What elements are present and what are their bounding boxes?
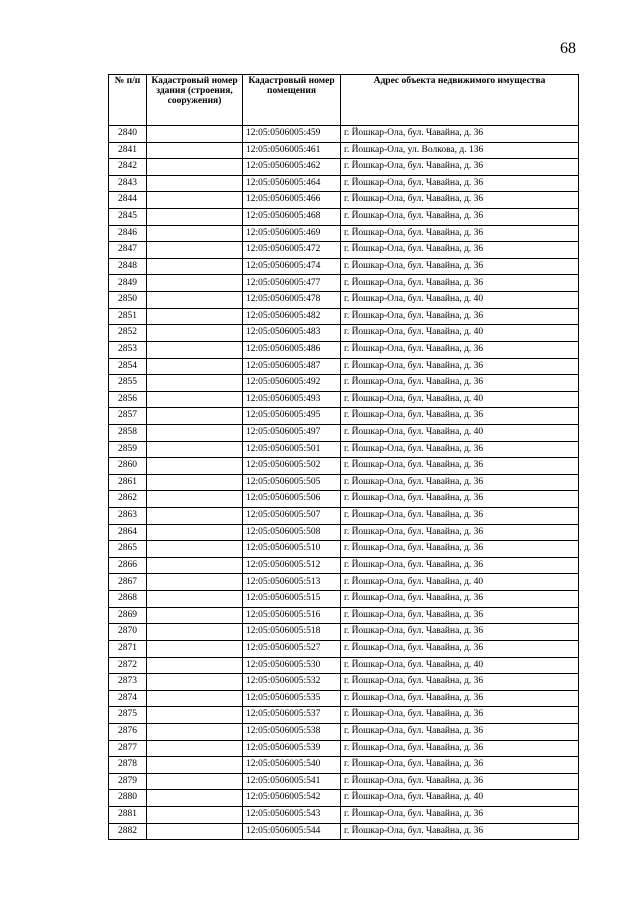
- address-cell: г. Йошкар-Ола, бул. Чавайна, д. 36: [341, 707, 579, 724]
- premises-cadastral-cell: 12:05:0506005:507: [243, 508, 341, 525]
- row-number-cell: 2868: [109, 591, 147, 608]
- premises-cadastral-cell: 12:05:0506005:542: [243, 790, 341, 807]
- address-cell: г. Йошкар-Ола, бул. Чавайна, д. 36: [341, 508, 579, 525]
- premises-cadastral-cell: 12:05:0506005:468: [243, 209, 341, 226]
- row-number-cell: 2878: [109, 757, 147, 774]
- address-cell: г. Йошкар-Ола, бул. Чавайна, д. 36: [341, 541, 579, 558]
- table-header: [109, 75, 579, 126]
- row-number-cell: 2870: [109, 624, 147, 641]
- table-row: [109, 209, 579, 226]
- address-cell: г. Йошкар-Ола, бул. Чавайна, д. 36: [341, 358, 579, 375]
- building-cadastral-cell: [147, 607, 243, 624]
- row-number-cell: 2867: [109, 574, 147, 591]
- address-cell: г. Йошкар-Ола, бул. Чавайна, д. 36: [341, 823, 579, 840]
- premises-cadastral-cell: 12:05:0506005:513: [243, 574, 341, 591]
- building-cadastral-cell: [147, 723, 243, 740]
- header-building-cadastral-number: Кадастровый номер здания (строения, сооружения): [147, 75, 243, 126]
- row-number-cell: 2855: [109, 375, 147, 392]
- building-cadastral-cell: [147, 242, 243, 259]
- row-number-cell: 2865: [109, 541, 147, 558]
- building-cadastral-cell: [147, 275, 243, 292]
- row-number-cell: 2857: [109, 408, 147, 425]
- row-number-cell: 2866: [109, 557, 147, 574]
- building-cadastral-cell: [147, 541, 243, 558]
- building-cadastral-cell: [147, 707, 243, 724]
- row-number-cell: 2861: [109, 474, 147, 491]
- premises-cadastral-cell: 12:05:0506005:532: [243, 674, 341, 691]
- table-row: [109, 391, 579, 408]
- building-cadastral-cell: [147, 292, 243, 309]
- address-cell: г. Йошкар-Ола, бул. Чавайна, д. 36: [341, 674, 579, 691]
- table-row: [109, 541, 579, 558]
- building-cadastral-cell: [147, 524, 243, 541]
- address-cell: г. Йошкар-Ола, бул. Чавайна, д. 36: [341, 341, 579, 358]
- table-row: [109, 175, 579, 192]
- building-cadastral-cell: [147, 258, 243, 275]
- building-cadastral-cell: [147, 308, 243, 325]
- building-cadastral-cell: [147, 375, 243, 392]
- address-cell: г. Йошкар-Ола, бул. Чавайна, д. 40: [341, 391, 579, 408]
- building-cadastral-cell: [147, 674, 243, 691]
- table-row: [109, 341, 579, 358]
- table-row: [109, 424, 579, 441]
- premises-cadastral-cell: 12:05:0506005:516: [243, 607, 341, 624]
- premises-cadastral-cell: 12:05:0506005:486: [243, 341, 341, 358]
- premises-cadastral-cell: 12:05:0506005:530: [243, 657, 341, 674]
- premises-cadastral-cell: 12:05:0506005:502: [243, 458, 341, 475]
- table-row: [109, 474, 579, 491]
- table-row: [109, 806, 579, 823]
- table-row: [109, 524, 579, 541]
- building-cadastral-cell: [147, 391, 243, 408]
- row-number-cell: 2864: [109, 524, 147, 541]
- row-number-cell: 2858: [109, 424, 147, 441]
- premises-cadastral-cell: 12:05:0506005:544: [243, 823, 341, 840]
- premises-cadastral-cell: 12:05:0506005:483: [243, 325, 341, 342]
- table-row: [109, 674, 579, 691]
- building-cadastral-cell: [147, 806, 243, 823]
- address-cell: г. Йошкар-Ола, бул. Чавайна, д. 40: [341, 574, 579, 591]
- row-number-cell: 2842: [109, 159, 147, 176]
- address-cell: г. Йошкар-Ола, бул. Чавайна, д. 36: [341, 740, 579, 757]
- premises-cadastral-cell: 12:05:0506005:469: [243, 225, 341, 242]
- table-row: [109, 441, 579, 458]
- address-cell: г. Йошкар-Ола, бул. Чавайна, д. 36: [341, 375, 579, 392]
- table-row: [109, 325, 579, 342]
- premises-cadastral-cell: 12:05:0506005:539: [243, 740, 341, 757]
- row-number-cell: 2879: [109, 773, 147, 790]
- premises-cadastral-cell: 12:05:0506005:540: [243, 757, 341, 774]
- row-number-cell: 2860: [109, 458, 147, 475]
- table-row: [109, 624, 579, 641]
- address-cell: г. Йошкар-Ола, бул. Чавайна, д. 36: [341, 806, 579, 823]
- address-cell: г. Йошкар-Ола, бул. Чавайна, д. 36: [341, 225, 579, 242]
- address-cell: г. Йошкар-Ола, бул. Чавайна, д. 36: [341, 242, 579, 259]
- building-cadastral-cell: [147, 408, 243, 425]
- premises-cadastral-cell: 12:05:0506005:508: [243, 524, 341, 541]
- building-cadastral-cell: [147, 358, 243, 375]
- address-cell: г. Йошкар-Ола, бул. Чавайна, д. 36: [341, 308, 579, 325]
- address-cell: г. Йошкар-Ола, бул. Чавайна, д. 36: [341, 773, 579, 790]
- table-row: [109, 458, 579, 475]
- building-cadastral-cell: [147, 508, 243, 525]
- address-cell: г. Йошкар-Ола, бул. Чавайна, д. 40: [341, 790, 579, 807]
- row-number-cell: 2849: [109, 275, 147, 292]
- table-row: [109, 308, 579, 325]
- building-cadastral-cell: [147, 126, 243, 143]
- address-cell: г. Йошкар-Ола, бул. Чавайна, д. 36: [341, 690, 579, 707]
- building-cadastral-cell: [147, 757, 243, 774]
- premises-cadastral-cell: 12:05:0506005:472: [243, 242, 341, 259]
- premises-cadastral-cell: 12:05:0506005:477: [243, 275, 341, 292]
- address-cell: г. Йошкар-Ола, ул. Волкова, д. 136: [341, 142, 579, 159]
- table-row: [109, 508, 579, 525]
- premises-cadastral-cell: 12:05:0506005:543: [243, 806, 341, 823]
- row-number-cell: 2873: [109, 674, 147, 691]
- table-row: [109, 126, 579, 143]
- table-row: [109, 640, 579, 657]
- premises-cadastral-cell: 12:05:0506005:501: [243, 441, 341, 458]
- address-cell: г. Йошкар-Ола, бул. Чавайна, д. 36: [341, 126, 579, 143]
- premises-cadastral-cell: 12:05:0506005:495: [243, 408, 341, 425]
- table-row: [109, 740, 579, 757]
- row-number-cell: 2844: [109, 192, 147, 209]
- premises-cadastral-cell: 12:05:0506005:497: [243, 424, 341, 441]
- table-row: [109, 707, 579, 724]
- row-number-cell: 2880: [109, 790, 147, 807]
- table-row: [109, 491, 579, 508]
- premises-cadastral-cell: 12:05:0506005:518: [243, 624, 341, 641]
- premises-cadastral-cell: 12:05:0506005:506: [243, 491, 341, 508]
- premises-cadastral-cell: 12:05:0506005:466: [243, 192, 341, 209]
- building-cadastral-cell: [147, 773, 243, 790]
- premises-cadastral-cell: 12:05:0506005:515: [243, 591, 341, 608]
- table-row: [109, 823, 579, 840]
- building-cadastral-cell: [147, 142, 243, 159]
- address-cell: г. Йошкар-Ола, бул. Чавайна, д. 36: [341, 757, 579, 774]
- address-cell: г. Йошкар-Ола, бул. Чавайна, д. 36: [341, 458, 579, 475]
- address-cell: г. Йошкар-Ола, бул. Чавайна, д. 36: [341, 524, 579, 541]
- building-cadastral-cell: [147, 159, 243, 176]
- building-cadastral-cell: [147, 325, 243, 342]
- address-cell: г. Йошкар-Ола, бул. Чавайна, д. 36: [341, 175, 579, 192]
- address-cell: г. Йошкар-Ола, бул. Чавайна, д. 36: [341, 474, 579, 491]
- address-cell: г. Йошкар-Ола, бул. Чавайна, д. 36: [341, 441, 579, 458]
- building-cadastral-cell: [147, 192, 243, 209]
- address-cell: г. Йошкар-Ола, бул. Чавайна, д. 36: [341, 607, 579, 624]
- building-cadastral-cell: [147, 823, 243, 840]
- building-cadastral-cell: [147, 341, 243, 358]
- table-row: [109, 292, 579, 309]
- premises-cadastral-cell: 12:05:0506005:537: [243, 707, 341, 724]
- premises-cadastral-cell: 12:05:0506005:492: [243, 375, 341, 392]
- header-premises-cadastral-number: Кадастровый номер помещения: [243, 75, 341, 126]
- row-number-cell: 2851: [109, 308, 147, 325]
- table-row: [109, 657, 579, 674]
- row-number-cell: 2840: [109, 126, 147, 143]
- building-cadastral-cell: [147, 441, 243, 458]
- table-row: [109, 358, 579, 375]
- row-number-cell: 2854: [109, 358, 147, 375]
- row-number-cell: 2853: [109, 341, 147, 358]
- premises-cadastral-cell: 12:05:0506005:512: [243, 557, 341, 574]
- table-row: [109, 375, 579, 392]
- row-number-cell: 2846: [109, 225, 147, 242]
- premises-cadastral-cell: 12:05:0506005:474: [243, 258, 341, 275]
- table-row: [109, 723, 579, 740]
- row-number-cell: 2852: [109, 325, 147, 342]
- row-number-cell: 2841: [109, 142, 147, 159]
- building-cadastral-cell: [147, 657, 243, 674]
- row-number-cell: 2877: [109, 740, 147, 757]
- row-number-cell: 2843: [109, 175, 147, 192]
- address-cell: г. Йошкар-Ола, бул. Чавайна, д. 36: [341, 408, 579, 425]
- table-row: [109, 690, 579, 707]
- row-number-cell: 2862: [109, 491, 147, 508]
- premises-cadastral-cell: 12:05:0506005:482: [243, 308, 341, 325]
- premises-cadastral-cell: 12:05:0506005:461: [243, 142, 341, 159]
- building-cadastral-cell: [147, 225, 243, 242]
- address-cell: г. Йошкар-Ола, бул. Чавайна, д. 36: [341, 258, 579, 275]
- premises-cadastral-cell: 12:05:0506005:510: [243, 541, 341, 558]
- premises-cadastral-cell: 12:05:0506005:459: [243, 126, 341, 143]
- building-cadastral-cell: [147, 209, 243, 226]
- address-cell: г. Йошкар-Ола, бул. Чавайна, д. 36: [341, 640, 579, 657]
- table-row: [109, 159, 579, 176]
- table-row: [109, 192, 579, 209]
- row-number-cell: 2856: [109, 391, 147, 408]
- address-cell: г. Йошкар-Ола, бул. Чавайна, д. 36: [341, 624, 579, 641]
- premises-cadastral-cell: 12:05:0506005:464: [243, 175, 341, 192]
- address-cell: г. Йошкар-Ола, бул. Чавайна, д. 36: [341, 557, 579, 574]
- row-number-cell: 2859: [109, 441, 147, 458]
- table-row: [109, 790, 579, 807]
- header-row: [109, 75, 579, 126]
- row-number-cell: 2876: [109, 723, 147, 740]
- building-cadastral-cell: [147, 790, 243, 807]
- address-cell: г. Йошкар-Ола, бул. Чавайна, д. 40: [341, 657, 579, 674]
- table-row: [109, 574, 579, 591]
- table-row: [109, 225, 579, 242]
- row-number-cell: 2882: [109, 823, 147, 840]
- address-cell: г. Йошкар-Ола, бул. Чавайна, д. 36: [341, 723, 579, 740]
- row-number-cell: 2869: [109, 607, 147, 624]
- building-cadastral-cell: [147, 491, 243, 508]
- premises-cadastral-cell: 12:05:0506005:527: [243, 640, 341, 657]
- header-address: Адрес объекта недвижимого имущества: [341, 75, 579, 126]
- table-row: [109, 557, 579, 574]
- premises-cadastral-cell: 12:05:0506005:478: [243, 292, 341, 309]
- address-cell: г. Йошкар-Ола, бул. Чавайна, д. 36: [341, 591, 579, 608]
- table-row: [109, 242, 579, 259]
- address-cell: г. Йошкар-Ола, бул. Чавайна, д. 36: [341, 491, 579, 508]
- address-cell: г. Йошкар-Ола, бул. Чавайна, д. 40: [341, 325, 579, 342]
- row-number-cell: 2871: [109, 640, 147, 657]
- row-number-cell: 2848: [109, 258, 147, 275]
- address-cell: г. Йошкар-Ола, бул. Чавайна, д. 40: [341, 424, 579, 441]
- header-row-number: № п/п: [109, 75, 147, 126]
- address-cell: г. Йошкар-Ола, бул. Чавайна, д. 36: [341, 192, 579, 209]
- building-cadastral-cell: [147, 740, 243, 757]
- building-cadastral-cell: [147, 574, 243, 591]
- premises-cadastral-cell: 12:05:0506005:535: [243, 690, 341, 707]
- property-register-table: [108, 74, 579, 840]
- table-body: [109, 126, 579, 840]
- premises-cadastral-cell: 12:05:0506005:505: [243, 474, 341, 491]
- premises-cadastral-cell: 12:05:0506005:462: [243, 159, 341, 176]
- table-row: [109, 142, 579, 159]
- address-cell: г. Йошкар-Ола, бул. Чавайна, д. 40: [341, 292, 579, 309]
- address-cell: г. Йошкар-Ола, бул. Чавайна, д. 36: [341, 159, 579, 176]
- row-number-cell: 2872: [109, 657, 147, 674]
- table-row: [109, 275, 579, 292]
- table-row: [109, 607, 579, 624]
- table-row: [109, 408, 579, 425]
- building-cadastral-cell: [147, 640, 243, 657]
- building-cadastral-cell: [147, 557, 243, 574]
- building-cadastral-cell: [147, 624, 243, 641]
- row-number-cell: 2881: [109, 806, 147, 823]
- premises-cadastral-cell: 12:05:0506005:538: [243, 723, 341, 740]
- address-cell: г. Йошкар-Ола, бул. Чавайна, д. 36: [341, 275, 579, 292]
- row-number-cell: 2874: [109, 690, 147, 707]
- table-row: [109, 773, 579, 790]
- building-cadastral-cell: [147, 424, 243, 441]
- premises-cadastral-cell: 12:05:0506005:487: [243, 358, 341, 375]
- building-cadastral-cell: [147, 591, 243, 608]
- premises-cadastral-cell: 12:05:0506005:493: [243, 391, 341, 408]
- building-cadastral-cell: [147, 175, 243, 192]
- address-cell: г. Йошкар-Ола, бул. Чавайна, д. 36: [341, 209, 579, 226]
- building-cadastral-cell: [147, 458, 243, 475]
- row-number-cell: 2850: [109, 292, 147, 309]
- table-row: [109, 258, 579, 275]
- table-row: [109, 591, 579, 608]
- building-cadastral-cell: [147, 474, 243, 491]
- premises-cadastral-cell: 12:05:0506005:541: [243, 773, 341, 790]
- building-cadastral-cell: [147, 690, 243, 707]
- row-number-cell: 2847: [109, 242, 147, 259]
- page-number: 68: [560, 40, 576, 57]
- row-number-cell: 2845: [109, 209, 147, 226]
- table-row: [109, 757, 579, 774]
- row-number-cell: 2875: [109, 707, 147, 724]
- row-number-cell: 2863: [109, 508, 147, 525]
